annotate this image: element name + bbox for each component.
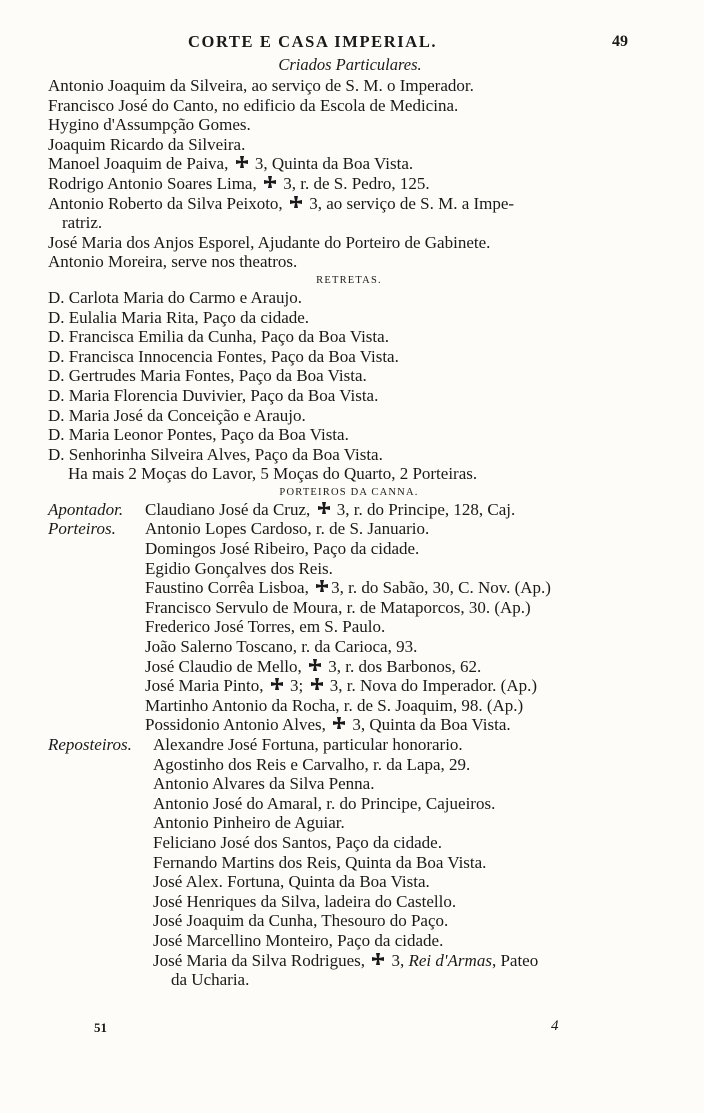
entry-text-part: Rodrigo Antonio Soares Lima, xyxy=(48,173,261,193)
porteiros-heading: PORTEIROS DA CANNA. xyxy=(279,486,419,498)
criado-entry xyxy=(48,233,628,253)
page-header xyxy=(48,32,628,54)
entry-text-part: Domingos José Ribeiro, Paço da cidade. xyxy=(145,539,420,559)
reposteiro-entry xyxy=(48,755,628,775)
reposteiro-entry xyxy=(48,735,628,755)
entry-text xyxy=(145,676,537,696)
entry-text xyxy=(153,872,430,892)
entry-role xyxy=(48,892,153,912)
entry-role xyxy=(48,696,145,716)
entry-text-part: ratriz. xyxy=(62,213,103,233)
entry-text-part: Feliciano José dos Santos, Paço da cidade. xyxy=(153,832,442,852)
entry-role xyxy=(48,853,153,873)
entry-role xyxy=(48,931,153,951)
porteiro-entry xyxy=(48,657,628,677)
reposteiro-entry xyxy=(48,833,628,853)
entry-text xyxy=(153,951,538,971)
entry-role xyxy=(48,951,153,971)
entry-text-part: 3, r. de S. Pedro, 125. xyxy=(278,173,430,193)
entry-role xyxy=(48,676,145,696)
entry-role: Porteiros. xyxy=(48,519,116,539)
reposteiro-entry xyxy=(48,794,628,814)
signature-mark: 51 xyxy=(94,1020,107,1035)
page-number: 49 xyxy=(612,33,628,50)
entry-text xyxy=(145,578,551,598)
running-title: CORTE E CASA IMPERIAL. xyxy=(188,32,438,51)
porteiro-entry xyxy=(48,598,628,618)
entry-role xyxy=(48,833,153,853)
porteiro-entry xyxy=(48,559,628,579)
entry-text xyxy=(145,500,515,520)
entry-role xyxy=(48,755,153,775)
entry-role xyxy=(48,578,145,598)
entry-text-part: 3, r. do Sabão, 30, C. Nov. (Ap.) xyxy=(331,578,551,598)
entry-text-part: Joaquim Ricardo da Silveira. xyxy=(48,134,246,154)
criado-entry xyxy=(48,115,628,135)
entry-text-part: José Maria dos Anjos Esporel, Ajudante do Porteiro de Gabinete. xyxy=(48,232,491,252)
entry-text-part: Antonio Alvares da Silva Penna. xyxy=(153,774,375,794)
retreta-entry: D. Eulalia Maria Rita, Paço da cidade. xyxy=(48,307,310,327)
order-cross-icon xyxy=(235,156,249,170)
entry-text xyxy=(153,774,374,794)
reposteiro-entry xyxy=(48,774,628,794)
entry-text xyxy=(153,931,443,951)
entry-text-part: 3, Quinta da Boa Vista. xyxy=(250,154,414,174)
entry-text xyxy=(145,637,417,657)
entry-text-part: Antonio Roberto da Silva Peixoto, xyxy=(48,193,287,213)
entry-text-part: Francisco Servulo de Moura, r. de Mataporcos, 30. (Ap.) xyxy=(145,597,531,617)
entry-text-part: 3; xyxy=(285,676,308,696)
entry-text-part: José Alex. Fortuna, Quinta da Boa Vista. xyxy=(153,872,430,892)
retretas-heading: RETRETAS. xyxy=(316,274,382,286)
entry-text-part: , Pateo xyxy=(491,950,539,970)
entry-role xyxy=(48,657,145,677)
porteiro-entry xyxy=(48,519,628,539)
criado-entry xyxy=(48,252,628,272)
entry-text-part: Antonio Joaquim da Silveira, ao serviço de S. M. o Imperador. xyxy=(48,76,474,95)
entry-text-part: Manoel Joaquim de Paiva, xyxy=(48,154,233,174)
entry-role xyxy=(48,637,145,657)
entry-text xyxy=(145,617,385,637)
entry-text xyxy=(145,559,333,579)
entry-text-part: José Henriques da Silva, ladeira do Castello. xyxy=(153,891,457,911)
retreta-entry: D. Maria José da Conceição e Araujo. xyxy=(48,405,306,425)
entry-text-part: José Maria da Silva Rodrigues, xyxy=(153,950,370,970)
entry-text-part: Fernando Martins dos Reis, Quinta da Boa Vista. xyxy=(153,852,487,872)
entry-text xyxy=(145,715,511,735)
entry-text xyxy=(153,911,448,931)
entry-text xyxy=(153,892,456,912)
porteiro-entry xyxy=(48,715,628,735)
porteiro-entry xyxy=(48,500,628,520)
porteiro-entry xyxy=(48,696,628,716)
document-page xyxy=(48,32,628,990)
entry-text-part: Faustino Corrêa Lisboa, xyxy=(145,578,314,598)
order-cross-icon xyxy=(315,580,329,594)
entry-text-part: Hygino d'Assumpção Gomes. xyxy=(48,115,251,135)
entry-role xyxy=(48,598,145,618)
entry-role xyxy=(48,774,153,794)
entry-role xyxy=(48,715,145,735)
entry-role xyxy=(48,872,153,892)
entry-text-part: Antonio Lopes Cardoso, r. de S. Januario. xyxy=(145,519,430,539)
entry-text-part: João Salerno Toscano, r. da Carioca, 93. xyxy=(145,637,418,657)
criados-list xyxy=(48,76,628,272)
reposteiro-entry xyxy=(48,872,628,892)
order-cross-icon xyxy=(310,678,324,692)
criado-entry xyxy=(48,76,628,96)
criado-entry xyxy=(48,154,628,174)
reposteiro-entry xyxy=(48,970,628,990)
reposteiro-entry xyxy=(48,951,628,971)
entry-text-part: Antonio José do Amaral, r. do Principe, Cajueiros. xyxy=(153,793,496,813)
reposteiro-entry xyxy=(48,911,628,931)
entry-text-part: José Maria Pinto, xyxy=(145,676,268,696)
retretas-note: Ha mais 2 Moças do Lavor, 5 Moças do Quarto, 2 Porteiras. xyxy=(68,464,478,484)
order-cross-icon xyxy=(270,678,284,692)
reposteiro-entry xyxy=(48,813,628,833)
entry-role xyxy=(48,813,153,833)
entry-text xyxy=(145,539,419,559)
entry-text-part: Martinho Antonio da Rocha, r. de S. Joaquim, 98. (Ap.) xyxy=(145,695,524,715)
criado-entry xyxy=(48,213,628,233)
entry-text xyxy=(145,696,523,716)
order-cross-icon xyxy=(317,502,331,516)
retretas-list xyxy=(48,288,628,464)
entry-role xyxy=(48,970,153,990)
order-cross-icon xyxy=(332,717,346,731)
entry-role: Apontador. xyxy=(48,499,124,519)
criado-entry xyxy=(48,174,628,194)
entry-text-part: 3, ao serviço de S. M. a Impe- xyxy=(304,193,515,213)
entry-text-part: Claudiano José da Cruz, xyxy=(145,499,315,519)
entry-text xyxy=(145,657,481,677)
entry-role xyxy=(48,539,145,559)
entry-text-part: Antonio Pinheiro de Aguiar. xyxy=(153,813,345,833)
entry-text-part: 3, r. dos Barbonos, 62. xyxy=(324,656,482,676)
porteiro-entry xyxy=(48,617,628,637)
entry-text-part: José Marcellino Monteiro, Paço da cidade. xyxy=(153,930,444,950)
entry-role: Reposteiros. xyxy=(48,735,132,754)
entry-text xyxy=(153,735,463,755)
retreta-entry: D. Gertrudes Maria Fontes, Paço da Boa Vista. xyxy=(48,366,367,386)
reposteiro-entry xyxy=(48,931,628,951)
criado-entry xyxy=(48,96,628,116)
reposteiro-entry xyxy=(48,853,628,873)
retreta-entry: D. Maria Leonor Pontes, Paço da Boa Vista. xyxy=(48,425,349,445)
entry-text xyxy=(153,970,249,990)
entry-role xyxy=(48,794,153,814)
entry-text-part: Frederico José Torres, em S. Paulo. xyxy=(145,617,386,637)
entry-text-part: da Ucharia. xyxy=(171,970,250,990)
retreta-entry: D. Carlota Maria do Carmo e Araujo. xyxy=(48,287,302,307)
retreta-entry: D. Maria Florencia Duvivier, Paço da Boa Vista. xyxy=(48,385,379,405)
entry-text xyxy=(145,598,531,618)
entry-text-part: Agostinho dos Reis e Carvalho, r. da Lapa, 29. xyxy=(153,754,471,774)
entry-role xyxy=(48,559,145,579)
retreta-entry: D. Francisca Emilia da Cunha, Paço da Boa Vista. xyxy=(48,327,389,347)
section-title: Criados Particulares. xyxy=(278,55,422,74)
entry-text-part: Francisco José do Canto, no edificio da Escola de Medicina. xyxy=(48,95,459,115)
sheet-mark: 4 xyxy=(551,1018,559,1034)
entry-text-part: 3, Quinta da Boa Vista. xyxy=(348,715,511,735)
entry-text-part: 3, r. Nova do Imperador. (Ap.) xyxy=(325,676,538,696)
criado-entry xyxy=(48,135,628,155)
porteiros-list xyxy=(48,500,628,735)
order-cross-icon xyxy=(263,176,277,190)
reposteiro-entry xyxy=(48,892,628,912)
retreta-entry: D. Francisca Innocencia Fontes, Paço da Boa Vista. xyxy=(48,346,399,366)
entry-text-part: José Joaquim da Cunha, Thesouro do Paço. xyxy=(153,911,449,931)
entry-text-part: Possidonio Antonio Alves, xyxy=(145,715,331,735)
porteiro-entry xyxy=(48,676,628,696)
porteiro-entry xyxy=(48,637,628,657)
criado-entry xyxy=(48,194,628,214)
order-cross-icon xyxy=(289,196,303,210)
entry-text-part: Egidio Gonçalves dos Reis. xyxy=(145,558,333,578)
entry-text xyxy=(153,813,345,833)
entry-text-part: Rei d'Armas xyxy=(408,950,492,970)
entry-text xyxy=(153,833,442,853)
order-cross-icon xyxy=(371,953,385,967)
entry-text-part: 3, xyxy=(387,950,409,970)
entry-text xyxy=(153,755,470,775)
entry-text-part: Antonio Moreira, serve nos theatros. xyxy=(48,252,298,272)
porteiro-entry xyxy=(48,539,628,559)
entry-text-part: Alexandre José Fortuna, particular honorario. xyxy=(153,735,463,754)
entry-text xyxy=(153,853,486,873)
order-cross-icon xyxy=(308,659,322,673)
entry-text xyxy=(145,519,429,539)
entry-text-part: 3, r. do Principe, 128, Caj. xyxy=(332,499,516,519)
reposteiros-list xyxy=(48,735,628,990)
entry-text-part: José Claudio de Mello, xyxy=(145,656,307,676)
entry-text xyxy=(153,794,495,814)
entry-role xyxy=(48,911,153,931)
porteiro-entry xyxy=(48,578,628,598)
retreta-entry: D. Senhorinha Silveira Alves, Paço da Boa Vista. xyxy=(48,444,383,464)
entry-role xyxy=(48,617,145,637)
